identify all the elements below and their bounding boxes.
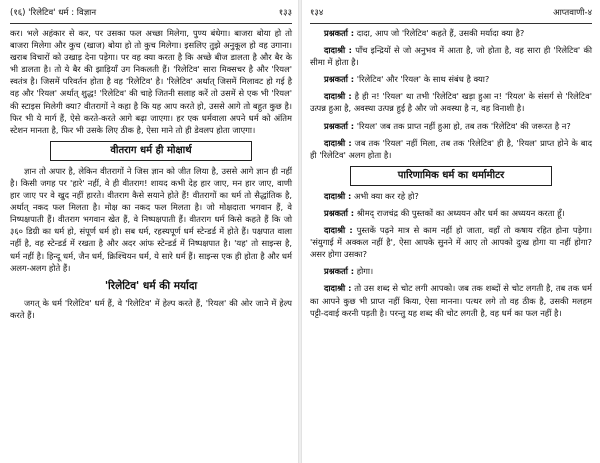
- right-page-body: [310, 27, 592, 324]
- dialog-entry: [310, 90, 592, 114]
- speaker-label: दादाश्री :: [324, 45, 352, 56]
- dialog-entry: [310, 224, 592, 260]
- dialog-text: है ही न! 'रियल' था तभी 'रिलेटिव' खड़ा हुआ न! 'रियल' के संसर्ग से 'रिलेटिव' उत्पन्न हुआ है, अवस्था उत्पन्न हुई है और जो अवस्था है न, वह विनाशी है।: [310, 91, 592, 114]
- speaker-label: दादाश्री :: [324, 190, 352, 201]
- right-page-number: १३४: [310, 8, 324, 18]
- dialog-entry: [310, 73, 592, 85]
- section-heading-relative-limit: 'रिलेटिव' धर्म की मर्यादा: [104, 279, 198, 292]
- dialog-entry: [310, 27, 592, 39]
- dialog-entry: [310, 207, 592, 219]
- dialog-text: पुस्तकें पढ़ने मात्र से काम नहीं हो जाता, वहाँ तो कषाय रहित होना पड़ेगा। 'संयुगाई में अक्कल नहीं है', ऐसा आपके सुनने में आए तो आपको दुःख होगा या नहीं होगा? असर होगा उसका?: [310, 225, 592, 260]
- dialog-text: श्रीमद् राजचंद्र की पुस्तकों का अध्ययन और धर्म का अध्ययन करता हूँ।: [356, 207, 565, 218]
- left-page-number: १३३: [278, 8, 292, 18]
- left-running-title: (१६) 'रिलेटिव' धर्म : विज्ञान: [10, 8, 97, 18]
- dialog-text: तो उस शब्द से चोट लगी आपको। जब तक शब्दों से चोट लगती है, तब तक धर्म का आपने कुछ भी प्राप्त नहीं किया, ऐसा मानना। पत्थर लगे तो वह ठीक है, उसकी मलहम पट्टी-दवाई करनी पड़ती है। परन्तु यह शब्द की चोट लगती है, वह धर्म का फल नहीं है।: [310, 283, 592, 318]
- dialog-text: अभी क्या कर रहे हो?: [353, 190, 419, 201]
- speaker-label: दादाश्री :: [324, 283, 352, 294]
- dialog-text: 'रिलेटिव' और 'रियल' के साथ संबंध है क्या?: [356, 74, 490, 85]
- dialog-text: दादा, आप जो 'रिलेटिव' कहते हैं, उसकी मर्यादा क्या है?: [356, 28, 525, 38]
- speaker-label: प्रश्नकर्ता :: [324, 28, 355, 38]
- left-page-header: [10, 6, 292, 24]
- section-heading-vitrag: वीतराग धर्म ही मोक्षार्थ: [50, 141, 252, 161]
- paragraph: कर। भले अहंकार से कर, पर उसका फल अच्छा मिलेगा, पुण्य बंधेगा। बाजरा बोया हो तो बाजरा मिलेगा और कुच (खाज) बोया हो तो कुच मिलेगा। इसलिए तुझे अनुकूल हो वह उगाना। खराब विचारों को उखाड़ देना पड़ेगा। पर वह क्या करता है कि अच्छे बीज डालता है और बैर के भी डालता है। तो ये बैर की झाड़ियाँ उग निकलती हैं। 'रिलेटिव' सारा मिक्सचर है और 'रियल' स्वतंत्र है। जिसमें परिवर्तन होता है वह 'रिलेटिव' है। 'रिलेटिव' अर्थात् जिसमें मिलावट हो गई है वह और 'रियल' अर्थात् शुद्ध! 'रिलेटिव' की चाहे जितनी सलाह करें तो उसमें से एक भी 'रियल' की स्टाइस मिलेगी क्या? वीतरागों ने कहा है कि यह आप करते हो, उससे आगे तो बहुत कुछ है। फिर भी ये मार्ग हैं, ऐसे करते-करते आगे बढ़ा जाएगा। हर एक धर्मवाला अपने धर्म को अंतिम स्टेशन मानता है, फिर भी उसके लिए ठीक है, ऐसा माने तो ही डेवलप होता जाएगा।: [10, 28, 292, 135]
- speaker-label: प्रश्नकर्ता :: [324, 207, 355, 218]
- speaker-label: दादाश्री :: [324, 225, 353, 236]
- speaker-label: दादाश्री :: [324, 91, 352, 102]
- speaker-label: दादाश्री :: [324, 137, 352, 148]
- left-page-body: [10, 27, 292, 321]
- dialog-text: जब तक 'रियल' नहीं मिला, तब तक 'रिलेटिव' ही है, 'रियल' प्राप्त होने के बाद ही 'रिलेटिव' अलग होता है।: [310, 137, 592, 160]
- paragraph: जगत् के धर्म 'रिलेटिव' धर्म हैं, वे 'रिलेटिव' में हेल्प करते हैं, 'रियल' की ओर जाने में हेल्प करते हैं।: [10, 297, 292, 320]
- section-heading-thermometer: पारिणामिक धर्म का थर्मामीटर: [350, 166, 552, 186]
- paragraph: ज्ञान तो अपार है, लेकिन वीतरागों ने जिस ज्ञान को जीत लिया है, उससे आगे ज्ञान ही नहीं है। किसी जगह पर 'हारे' नहीं, वे ही वीतराग! शायद कभी देह हार जाए, मन हार जाए, वाणी हार जाए पर वे खुद नहीं हारते। वीतराग कैसे सयाने होते हैं! वीतरागों का धर्म तो सैद्धांतिक है, अर्थात् नकद फल मिलता है। मोक्ष का नकद फल मिलता है। जो मोक्षदाता भगवान हैं, वे निष्पक्षपाती हैं। वीतराग भगवान खेत हैं, वे निष्पक्षपाती हैं। वीतराग धर्म किसे कहते हैं कि जो ३६० डिग्री का धर्म हो, संपूर्ण धर्म हो। सब धर्म, रहस्यपूर्ण धर्म स्टेन्डर्ड में होते हैं। पक्षपात वाला नहीं है, वह स्टेन्डर्ड में रखता है और अदर आंफ स्टेन्डर्ड में निष्पक्षपात है। 'यह' तो साइन्स है, धर्म नहीं है। हिन्दू धर्म, जैन धर्म, क्रिश्चियन धर्म, ये सारे धर्म हैं। साइन्स एक ही होता है और धर्म अलग-अलग होते हैं।: [10, 165, 292, 273]
- dialog-entry: [310, 44, 592, 68]
- right-running-title: आप्तवाणी-४: [553, 8, 592, 18]
- right-page: [310, 6, 592, 456]
- dialog-entry: [310, 265, 592, 277]
- dialog-entry: [310, 282, 592, 318]
- speaker-label: प्रश्नकर्ता :: [324, 74, 355, 85]
- speaker-label: प्रश्नकर्ता :: [324, 266, 355, 277]
- dialog-text: होगा।: [356, 266, 374, 277]
- speaker-label: प्रश्नकर्ता :: [324, 120, 355, 131]
- dialog-text: पाँच इन्द्रियों से जो अनुभव में आता है, जो होता है, वह सारा ही 'रिलेटिव' की सीमा में होता है।: [310, 45, 592, 68]
- dialog-entry: [310, 120, 592, 132]
- dialog-entry: [310, 190, 592, 202]
- dialog-entry: [310, 137, 592, 161]
- dialog-text: 'रियल' जब तक प्राप्त नहीं हुआ हो, तब तक 'रिलेटिव' की जरूरत है न?: [356, 120, 571, 131]
- left-page: [10, 6, 292, 456]
- right-page-header: [310, 6, 592, 24]
- book-gutter: [298, 0, 302, 463]
